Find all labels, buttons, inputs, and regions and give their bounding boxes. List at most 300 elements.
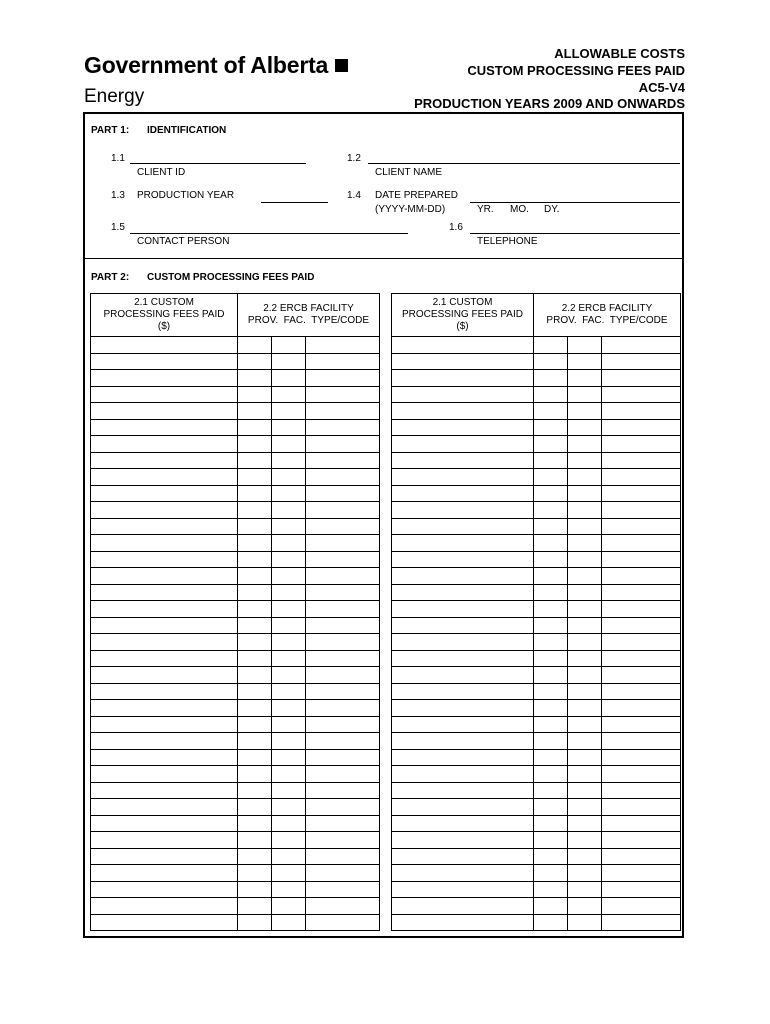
fac-cell[interactable] (272, 832, 306, 849)
type-code-cell[interactable] (306, 898, 380, 915)
prov-cell[interactable] (534, 848, 568, 865)
fees-paid-cell[interactable] (392, 832, 534, 849)
type-code-cell[interactable] (306, 881, 380, 898)
contact-person-field[interactable] (130, 233, 408, 234)
fac-cell[interactable] (272, 914, 306, 931)
fac-cell[interactable] (568, 634, 602, 651)
prov-cell[interactable] (238, 700, 272, 717)
prov-cell[interactable] (534, 452, 568, 469)
type-code-cell[interactable] (602, 386, 681, 403)
fees-paid-cell[interactable] (392, 584, 534, 601)
prov-cell[interactable] (238, 749, 272, 766)
fac-cell[interactable] (568, 403, 602, 420)
fees-paid-cell[interactable] (91, 601, 238, 618)
fees-paid-cell[interactable] (91, 436, 238, 453)
prov-cell[interactable] (238, 551, 272, 568)
type-code-cell[interactable] (602, 782, 681, 799)
fac-cell[interactable] (272, 799, 306, 816)
type-code-cell[interactable] (602, 799, 681, 816)
fees-paid-cell[interactable] (91, 634, 238, 651)
fees-paid-cell[interactable] (91, 469, 238, 486)
prov-cell[interactable] (238, 436, 272, 453)
fac-cell[interactable] (568, 419, 602, 436)
fees-paid-cell[interactable] (91, 370, 238, 387)
type-code-cell[interactable] (306, 370, 380, 387)
prov-cell[interactable] (534, 403, 568, 420)
type-code-cell[interactable] (602, 749, 681, 766)
prov-cell[interactable] (534, 650, 568, 667)
prov-cell[interactable] (534, 469, 568, 486)
fac-cell[interactable] (568, 518, 602, 535)
type-code-cell[interactable] (602, 865, 681, 882)
fees-paid-cell[interactable] (91, 782, 238, 799)
prov-cell[interactable] (534, 518, 568, 535)
prov-cell[interactable] (534, 716, 568, 733)
fac-cell[interactable] (272, 667, 306, 684)
type-code-cell[interactable] (602, 832, 681, 849)
fees-paid-cell[interactable] (91, 485, 238, 502)
fees-paid-cell[interactable] (392, 502, 534, 519)
prov-cell[interactable] (238, 452, 272, 469)
fees-paid-cell[interactable] (392, 865, 534, 882)
prov-cell[interactable] (238, 584, 272, 601)
fac-cell[interactable] (272, 403, 306, 420)
section-divider (85, 258, 684, 259)
fees-paid-cell[interactable] (91, 799, 238, 816)
prov-cell[interactable] (534, 568, 568, 585)
fees-paid-cell[interactable] (392, 667, 534, 684)
fees-paid-cell[interactable] (392, 452, 534, 469)
fac-cell[interactable] (272, 782, 306, 799)
prov-cell[interactable] (534, 832, 568, 849)
type-code-cell[interactable] (306, 337, 380, 354)
fees-paid-cell[interactable] (392, 518, 534, 535)
prov-cell[interactable] (534, 584, 568, 601)
type-code-cell[interactable] (306, 749, 380, 766)
type-code-cell[interactable] (306, 436, 380, 453)
fac-cell[interactable] (272, 766, 306, 783)
prov-cell[interactable] (238, 716, 272, 733)
type-code-cell[interactable] (602, 419, 681, 436)
type-code-cell[interactable] (306, 452, 380, 469)
prov-cell[interactable] (534, 436, 568, 453)
fees-paid-cell[interactable] (392, 650, 534, 667)
fees-paid-cell[interactable] (91, 337, 238, 354)
fees-paid-cell[interactable] (392, 469, 534, 486)
fees-paid-cell[interactable] (91, 419, 238, 436)
fees-paid-cell[interactable] (392, 535, 534, 552)
fac-cell[interactable] (568, 815, 602, 832)
type-code-cell[interactable] (602, 518, 681, 535)
fees-paid-cell[interactable] (91, 650, 238, 667)
fac-cell[interactable] (272, 634, 306, 651)
type-code-cell[interactable] (306, 914, 380, 931)
fees-paid-cell[interactable] (392, 551, 534, 568)
contact-person-caption: CONTACT PERSON (137, 236, 230, 247)
type-code-cell[interactable] (602, 452, 681, 469)
date-prepared-field[interactable] (470, 202, 680, 203)
type-code-cell[interactable] (306, 650, 380, 667)
type-code-cell[interactable] (602, 667, 681, 684)
fac-cell[interactable] (272, 865, 306, 882)
fac-cell[interactable] (568, 601, 602, 618)
fees-paid-cell[interactable] (392, 716, 534, 733)
type-code-cell[interactable] (306, 716, 380, 733)
type-code-cell[interactable] (306, 386, 380, 403)
fac-cell[interactable] (568, 799, 602, 816)
type-code-cell[interactable] (306, 551, 380, 568)
prov-cell[interactable] (534, 766, 568, 783)
prov-cell[interactable] (534, 485, 568, 502)
type-code-cell[interactable] (602, 716, 681, 733)
prov-cell[interactable] (238, 898, 272, 915)
prov-cell[interactable] (238, 535, 272, 552)
fees-paid-cell[interactable] (392, 337, 534, 354)
type-code-cell[interactable] (602, 370, 681, 387)
fac-cell[interactable] (568, 667, 602, 684)
part2-label: PART 2: (91, 272, 130, 283)
fac-cell[interactable] (568, 337, 602, 354)
prov-cell[interactable] (238, 485, 272, 502)
type-code-cell[interactable] (602, 683, 681, 700)
prov-cell[interactable] (238, 634, 272, 651)
type-code-cell[interactable] (602, 469, 681, 486)
prov-cell[interactable] (238, 683, 272, 700)
prov-cell[interactable] (238, 914, 272, 931)
prov-cell[interactable] (238, 403, 272, 420)
fees-paid-cell[interactable] (91, 914, 238, 931)
prov-cell[interactable] (534, 551, 568, 568)
fac-cell[interactable] (272, 518, 306, 535)
telephone-field[interactable] (470, 233, 680, 234)
type-code-cell[interactable] (306, 667, 380, 684)
type-code-cell[interactable] (602, 617, 681, 634)
type-code-cell[interactable] (602, 584, 681, 601)
fac-cell[interactable] (272, 584, 306, 601)
prov-cell[interactable] (534, 782, 568, 799)
part1-title: IDENTIFICATION (147, 125, 227, 136)
fac-cell[interactable] (568, 848, 602, 865)
type-code-cell[interactable] (602, 766, 681, 783)
production-year-field[interactable] (261, 202, 328, 203)
prov-cell[interactable] (238, 469, 272, 486)
type-code-cell[interactable] (602, 601, 681, 618)
type-code-cell[interactable] (306, 518, 380, 535)
prov-cell[interactable] (238, 568, 272, 585)
fees-paid-cell[interactable] (392, 617, 534, 634)
fac-cell[interactable] (272, 733, 306, 750)
prov-cell[interactable] (534, 898, 568, 915)
fees-paid-cell[interactable] (91, 617, 238, 634)
fees-paid-cell[interactable] (91, 452, 238, 469)
type-code-cell[interactable] (306, 502, 380, 519)
prov-cell[interactable] (534, 353, 568, 370)
fac-cell[interactable] (568, 370, 602, 387)
prov-cell[interactable] (238, 337, 272, 354)
fees-paid-cell[interactable] (392, 568, 534, 585)
prov-cell[interactable] (238, 881, 272, 898)
fac-cell[interactable] (272, 485, 306, 502)
fees-paid-cell[interactable] (91, 700, 238, 717)
type-code-cell[interactable] (306, 469, 380, 486)
fac-cell[interactable] (272, 601, 306, 618)
prov-cell[interactable] (238, 667, 272, 684)
fac-cell[interactable] (568, 436, 602, 453)
fees-paid-cell[interactable] (91, 766, 238, 783)
type-code-cell[interactable] (306, 584, 380, 601)
fac-cell[interactable] (272, 452, 306, 469)
type-code-cell[interactable] (306, 419, 380, 436)
fees-paid-cell[interactable] (392, 601, 534, 618)
type-code-cell[interactable] (306, 601, 380, 618)
type-code-cell[interactable] (602, 898, 681, 915)
prov-cell[interactable] (534, 865, 568, 882)
type-code-cell[interactable] (306, 617, 380, 634)
type-code-cell[interactable] (306, 865, 380, 882)
fac-cell[interactable] (272, 898, 306, 915)
prov-cell[interactable] (238, 832, 272, 849)
fac-cell[interactable] (568, 914, 602, 931)
type-code-cell[interactable] (306, 832, 380, 849)
fac-cell[interactable] (272, 436, 306, 453)
fees-paid-cell[interactable] (392, 881, 534, 898)
prov-cell[interactable] (238, 370, 272, 387)
prov-cell[interactable] (238, 419, 272, 436)
fees-paid-cell[interactable] (91, 733, 238, 750)
fees-paid-cell[interactable] (392, 700, 534, 717)
fees-paid-cell[interactable] (91, 716, 238, 733)
type-code-cell[interactable] (306, 353, 380, 370)
fac-cell[interactable] (568, 700, 602, 717)
prov-cell[interactable] (534, 733, 568, 750)
fees-paid-cell[interactable] (392, 898, 534, 915)
prov-cell[interactable] (238, 386, 272, 403)
type-code-cell[interactable] (306, 634, 380, 651)
fees-paid-cell[interactable] (91, 584, 238, 601)
prov-cell[interactable] (534, 370, 568, 387)
fac-cell[interactable] (568, 716, 602, 733)
fac-cell[interactable] (568, 386, 602, 403)
prov-cell[interactable] (534, 683, 568, 700)
type-code-cell[interactable] (602, 568, 681, 585)
fac-cell[interactable] (272, 337, 306, 354)
type-code-cell[interactable] (602, 337, 681, 354)
type-code-cell[interactable] (602, 551, 681, 568)
fees-paid-cell[interactable] (91, 749, 238, 766)
fees-paid-cell[interactable] (392, 782, 534, 799)
prov-cell[interactable] (238, 353, 272, 370)
fac-cell[interactable] (272, 551, 306, 568)
fees-paid-cell[interactable] (392, 766, 534, 783)
fees-paid-cell[interactable] (91, 353, 238, 370)
prov-cell[interactable] (534, 634, 568, 651)
fac-cell[interactable] (272, 419, 306, 436)
client-id-field[interactable] (130, 163, 306, 164)
type-code-cell[interactable] (306, 568, 380, 585)
fac-cell[interactable] (272, 749, 306, 766)
fac-cell[interactable] (272, 353, 306, 370)
fac-cell[interactable] (568, 749, 602, 766)
fees-paid-cell[interactable] (392, 683, 534, 700)
fees-paid-cell[interactable] (91, 848, 238, 865)
prov-cell[interactable] (238, 617, 272, 634)
fac-cell[interactable] (568, 782, 602, 799)
type-code-cell[interactable] (602, 914, 681, 931)
fac-cell[interactable] (272, 370, 306, 387)
fac-cell[interactable] (568, 535, 602, 552)
type-code-cell[interactable] (306, 535, 380, 552)
fac-cell[interactable] (568, 733, 602, 750)
type-code-cell[interactable] (602, 700, 681, 717)
type-code-cell[interactable] (602, 848, 681, 865)
date-prepared-caption: DATE PREPARED (375, 190, 458, 201)
fac-cell[interactable] (568, 452, 602, 469)
fac-cell[interactable] (272, 881, 306, 898)
type-code-cell[interactable] (602, 535, 681, 552)
prov-cell[interactable] (238, 848, 272, 865)
type-code-cell[interactable] (602, 353, 681, 370)
prov-cell[interactable] (534, 617, 568, 634)
prov-cell[interactable] (238, 601, 272, 618)
fees-paid-cell[interactable] (392, 353, 534, 370)
fees-paid-cell[interactable] (91, 898, 238, 915)
prov-cell[interactable] (534, 601, 568, 618)
fees-paid-cell[interactable] (392, 815, 534, 832)
fac-cell[interactable] (568, 469, 602, 486)
type-code-cell[interactable] (306, 848, 380, 865)
fees-paid-cell[interactable] (91, 535, 238, 552)
prov-cell[interactable] (238, 815, 272, 832)
fees-paid-cell[interactable] (392, 485, 534, 502)
client-name-field[interactable] (368, 163, 680, 164)
fac-cell[interactable] (568, 617, 602, 634)
fac-cell[interactable] (568, 881, 602, 898)
fees-paid-cell[interactable] (392, 386, 534, 403)
type-code-cell[interactable] (602, 403, 681, 420)
type-code-cell[interactable] (306, 485, 380, 502)
fees-paid-cell[interactable] (392, 749, 534, 766)
type-code-cell[interactable] (602, 634, 681, 651)
type-code-cell[interactable] (306, 766, 380, 783)
prov-cell[interactable] (238, 799, 272, 816)
fac-cell[interactable] (568, 485, 602, 502)
fac-cell[interactable] (568, 584, 602, 601)
prov-cell[interactable] (534, 386, 568, 403)
fac-cell[interactable] (568, 683, 602, 700)
fees-paid-cell[interactable] (91, 832, 238, 849)
fac-cell[interactable] (568, 650, 602, 667)
fac-cell[interactable] (568, 766, 602, 783)
prov-cell[interactable] (534, 799, 568, 816)
fees-paid-cell[interactable] (91, 865, 238, 882)
fac-cell[interactable] (272, 683, 306, 700)
type-code-cell[interactable] (602, 881, 681, 898)
prov-cell[interactable] (534, 700, 568, 717)
fac-cell[interactable] (272, 716, 306, 733)
fac-cell[interactable] (272, 848, 306, 865)
fac-cell[interactable] (568, 865, 602, 882)
prov-cell[interactable] (238, 766, 272, 783)
type-code-cell[interactable] (602, 815, 681, 832)
prov-cell[interactable] (534, 667, 568, 684)
fees-paid-cell[interactable] (91, 403, 238, 420)
fac-cell[interactable] (272, 815, 306, 832)
fac-cell[interactable] (272, 535, 306, 552)
type-code-cell[interactable] (602, 733, 681, 750)
fees-paid-cell[interactable] (91, 518, 238, 535)
fees-paid-cell[interactable] (392, 848, 534, 865)
fac-cell[interactable] (272, 469, 306, 486)
fees-paid-cell[interactable] (91, 551, 238, 568)
type-code-cell[interactable] (602, 485, 681, 502)
fees-paid-cell[interactable] (91, 568, 238, 585)
col-fees-line1: 2.1 CUSTOM (134, 297, 194, 308)
fac-cell[interactable] (272, 386, 306, 403)
fees-paid-cell[interactable] (91, 881, 238, 898)
fac-cell[interactable] (272, 700, 306, 717)
prov-cell[interactable] (534, 502, 568, 519)
fees-paid-cell[interactable] (392, 370, 534, 387)
prov-cell[interactable] (238, 518, 272, 535)
type-code-cell[interactable] (306, 782, 380, 799)
fees-paid-cell[interactable] (392, 799, 534, 816)
fac-cell[interactable] (272, 617, 306, 634)
type-code-cell[interactable] (306, 733, 380, 750)
type-code-cell[interactable] (602, 436, 681, 453)
fees-paid-cell[interactable] (392, 914, 534, 931)
type-code-cell[interactable] (306, 799, 380, 816)
prov-cell[interactable] (534, 749, 568, 766)
fees-paid-cell[interactable] (91, 386, 238, 403)
fees-paid-cell[interactable] (392, 419, 534, 436)
fees-paid-cell[interactable] (392, 436, 534, 453)
fac-cell[interactable] (568, 832, 602, 849)
fees-paid-cell[interactable] (91, 502, 238, 519)
fac-cell[interactable] (272, 502, 306, 519)
type-code-cell[interactable] (306, 700, 380, 717)
fees-paid-cell[interactable] (392, 403, 534, 420)
fees-paid-cell[interactable] (392, 634, 534, 651)
type-code-cell[interactable] (306, 815, 380, 832)
prov-cell[interactable] (238, 502, 272, 519)
prov-cell[interactable] (238, 782, 272, 799)
fees-paid-cell[interactable] (91, 815, 238, 832)
prov-cell[interactable] (534, 535, 568, 552)
prov-cell[interactable] (238, 650, 272, 667)
fac-cell[interactable] (568, 502, 602, 519)
prov-cell[interactable] (534, 881, 568, 898)
fees-paid-cell[interactable] (91, 683, 238, 700)
prov-cell[interactable] (238, 733, 272, 750)
fac-cell[interactable] (272, 650, 306, 667)
fac-cell[interactable] (568, 353, 602, 370)
prov-cell[interactable] (534, 914, 568, 931)
prov-cell[interactable] (534, 815, 568, 832)
fac-cell[interactable] (568, 551, 602, 568)
fees-paid-cell[interactable] (392, 733, 534, 750)
type-code-cell[interactable] (306, 403, 380, 420)
fac-cell[interactable] (568, 898, 602, 915)
prov-cell[interactable] (534, 419, 568, 436)
prov-cell[interactable] (238, 865, 272, 882)
prov-cell[interactable] (534, 337, 568, 354)
fees-paid-cell[interactable] (91, 667, 238, 684)
type-code-cell[interactable] (306, 683, 380, 700)
type-code-cell[interactable] (602, 502, 681, 519)
fac-cell[interactable] (568, 568, 602, 585)
type-code-cell[interactable] (602, 650, 681, 667)
fac-cell[interactable] (272, 568, 306, 585)
